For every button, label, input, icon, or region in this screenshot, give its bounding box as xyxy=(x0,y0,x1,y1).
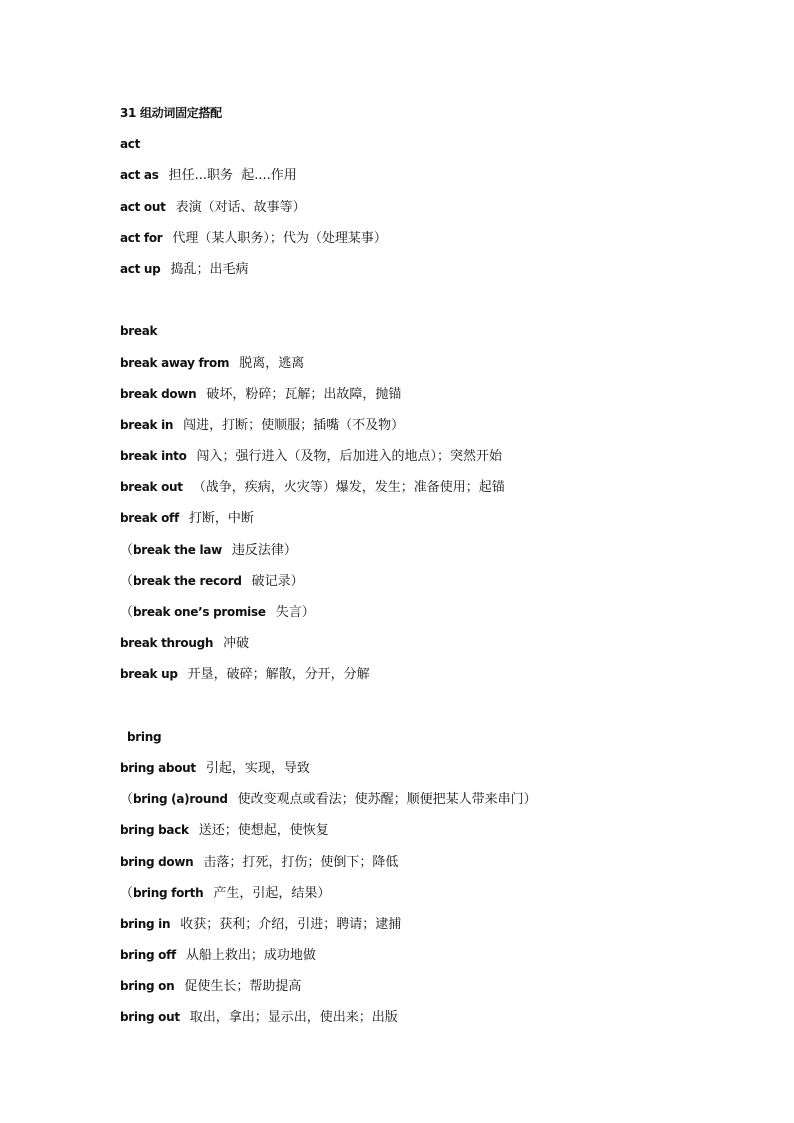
title-text: 31 组动词固定搭配 xyxy=(120,106,222,120)
entry-bring-down: bring down 击落；打死，打伤；使倒下；降低 xyxy=(120,854,399,870)
document-body xyxy=(120,101,760,1037)
spacer xyxy=(120,288,760,319)
entry-break-into: break into 闯入；强行进入（及物，后加进入的地点）；突然开始 xyxy=(120,449,503,465)
entry-break-in: break in 闯进，打断；使顺服；插嘴（不及物） xyxy=(120,417,405,433)
meaning: 促使生长；帮助提高 xyxy=(184,979,302,995)
meaning: 表演（对话、故事等） xyxy=(175,199,306,215)
page-title xyxy=(120,101,760,132)
entry-bring-back: bring back 送还；使想起，使恢复 xyxy=(120,823,329,839)
entry-break-the-record: （break the record 破记录） xyxy=(120,573,304,589)
meaning: 使改变观点或看法；使苏醒；顺便把某人带来串门） xyxy=(237,792,537,808)
entry-break-ones-promise: （break one’s promise 失言） xyxy=(120,605,315,620)
entry-break-off: break off 打断，中断 xyxy=(120,511,254,527)
meaning: 闯进，打断；使顺服；插嘴（不及物） xyxy=(183,417,405,433)
entry-break-up: break up 开垦，破碎；解散，分开，分解 xyxy=(120,667,370,683)
meaning: （战争，疾病，火灾等）爆发，发生；准备使用；起锚 xyxy=(192,480,505,496)
entry-break-the-law: （break the law 违反法律） xyxy=(120,542,297,558)
entry-break-away-from: break away from 脱离，逃离 xyxy=(120,355,305,371)
open-paren: （ xyxy=(120,605,134,620)
meaning: 违反法律） xyxy=(231,542,297,558)
open-paren: （ xyxy=(120,542,134,558)
open-paren: （ xyxy=(120,885,134,901)
entry-bring-in: bring in 收获；获利；介绍，引进；聘请；逮捕 xyxy=(120,916,402,932)
entry-bring-off: bring off 从船上救出；成功地做 xyxy=(120,948,316,964)
entry-bring-on: bring on 促使生长；帮助提高 xyxy=(120,979,302,995)
meaning: 冲破 xyxy=(223,636,250,652)
entry-bring-about: bring about 引起，实现，导致 xyxy=(120,760,310,776)
meaning: 代理（某人职务）；代为（处理某事） xyxy=(172,230,387,246)
meaning: 脱离，逃离 xyxy=(239,355,305,371)
entry-act-out: act out 表演（对话、故事等） xyxy=(120,199,306,215)
meaning: 破坏，粉碎；瓦解；出故障，抛锚 xyxy=(206,386,402,402)
meaning: 取出，拿出；显示出，使出来；出版 xyxy=(189,1010,398,1026)
spacer xyxy=(120,694,760,725)
meaning: 引起，实现，导致 xyxy=(205,760,310,776)
entry-break-through: break through 冲破 xyxy=(120,636,250,652)
entry-act-as: act as 担任...职务 起....作用 xyxy=(120,168,297,184)
meaning: 破记录） xyxy=(251,573,304,589)
section-heading-bring: bring xyxy=(127,729,162,744)
meaning: 闯入；强行进入（及物，后加进入的地点）；突然开始 xyxy=(196,449,503,465)
open-paren: （ xyxy=(120,573,134,589)
entry-bring-around: （bring (a)round 使改变观点或看法；使苏醒；顺便把某人带来串门） xyxy=(120,792,537,808)
open-paren: （ xyxy=(120,792,134,808)
meaning: 失言） xyxy=(275,605,315,620)
meaning: 担任...职务 起....作用 xyxy=(168,168,297,184)
meaning: 送还；使想起，使恢复 xyxy=(198,823,329,839)
section-heading-break: break xyxy=(120,324,158,339)
section-heading-act: act xyxy=(120,137,141,152)
entry-act-up: act up 捣乱；出毛病 xyxy=(120,261,249,277)
entry-act-for: act for 代理（某人职务）；代为（处理某事） xyxy=(120,230,387,246)
meaning: 从船上救出；成功地做 xyxy=(185,948,316,964)
entry-bring-forth: （bring forth 产生，引起，结果） xyxy=(120,885,331,901)
entry-bring-out: bring out 取出，拿出；显示出，使出来；出版 xyxy=(120,1010,398,1026)
meaning: 收获；获利；介绍，引进；聘请；逮捕 xyxy=(180,916,402,932)
meaning: 击落；打死，打伤；使倒下；降低 xyxy=(203,854,399,870)
entry-break-down: break down 破坏，粉碎；瓦解；出故障，抛锚 xyxy=(120,386,402,402)
meaning: 捣乱；出毛病 xyxy=(170,261,249,277)
meaning: 打断，中断 xyxy=(188,511,254,527)
entry-break-out: break out （战争，疾病，火灾等）爆发，发生；准备使用；起锚 xyxy=(120,480,505,496)
meaning: 开垦，破碎；解散，分开，分解 xyxy=(187,667,370,683)
meaning: 产生，引起，结果） xyxy=(213,885,331,901)
